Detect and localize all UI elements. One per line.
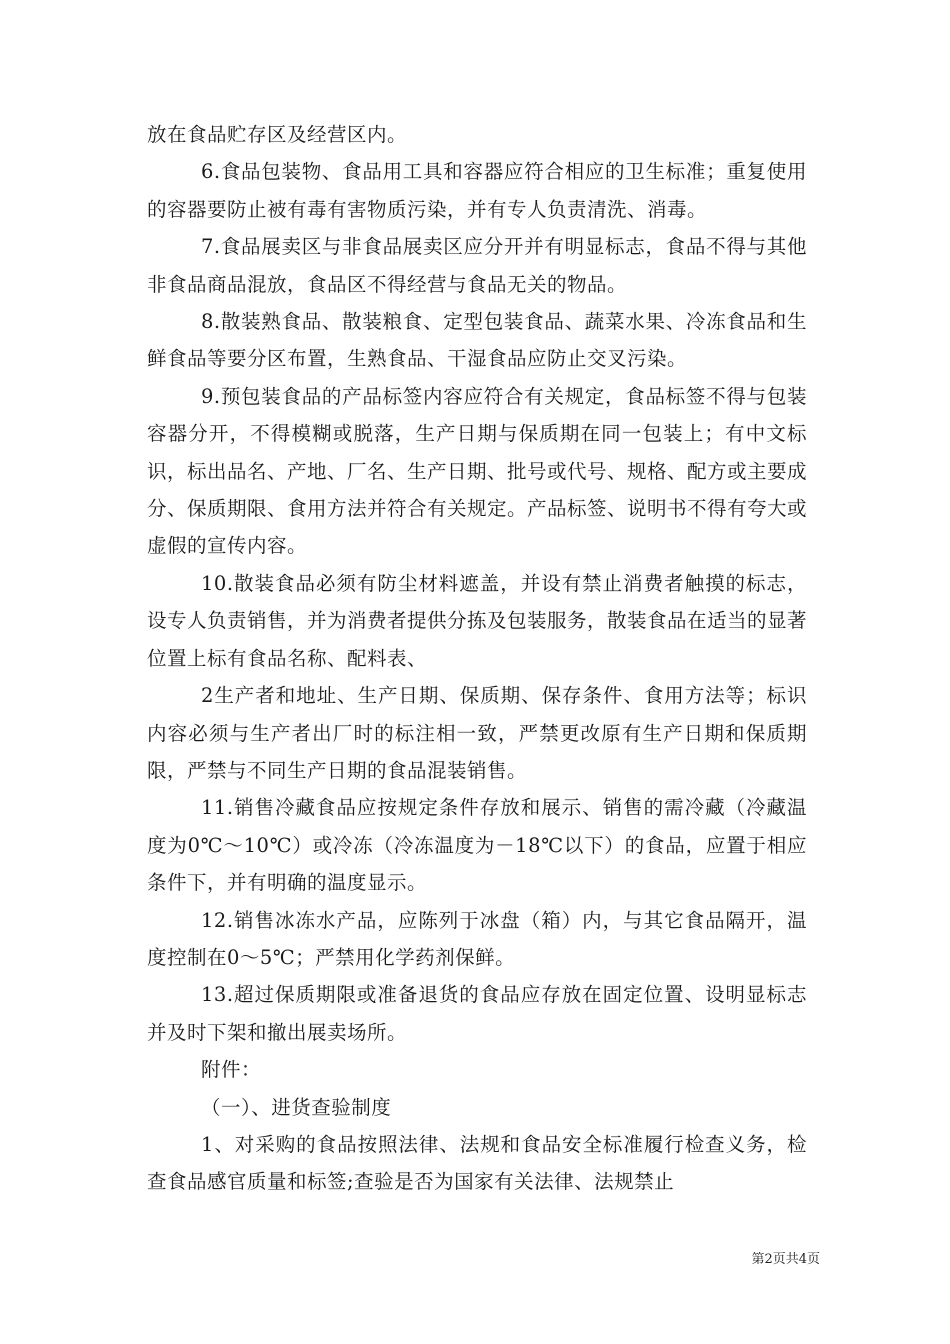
paragraph-item-6: 6.食品包装物、食品用工具和容器应符合相应的卫生标准；重复使用的容器要防止被有毒有害物质污染，并有专人负责清洗、消毒。: [147, 160, 807, 221]
paragraph-item-13: 13.超过保质期限或准备退货的食品应存放在固定位置、设明显标志并及时下架和撤出展卖场所。: [147, 983, 807, 1044]
paragraph-item-7: 7.食品展卖区与非食品展卖区应分开并有明显标志，食品不得与其他非食品商品混放，食品区不得经营与食品无关的物品。: [147, 235, 807, 296]
paragraph-item-12: 12.销售冰冻水产品，应陈列于冰盘（箱）内，与其它食品隔开，温度控制在0～5℃；严禁用化学药剂保鲜。: [147, 908, 807, 969]
paragraph-inspection-item-1: 1、对采购的食品按照法律、法规和食品安全标准履行检查义务，检查食品感官质量和标签;查验是否为国家有关法律、法规禁止: [147, 1132, 807, 1194]
paragraph-item-11: 11.销售冷藏食品应按规定条件存放和展示、销售的需冷藏（冷藏温度为0℃～10℃）或冷冻（冷冻温度为－18℃以下）的食品，应置于相应条件下，并有明确的温度显示。: [147, 796, 807, 895]
attachment-heading: 附件：: [201, 1058, 262, 1082]
paragraph-item-10-continued: 2生产者和地址、生产日期、保质期、保存条件、食用方法等；标识内容必须与生产者出厂时的标注相一致，严禁更改原有生产日期和保质期限，严禁与不同生产日期的食品混装销售。: [147, 684, 807, 782]
document-body: [147, 116, 807, 1201]
section-heading-purchase-inspection: （一）、进货查验制度: [201, 1095, 392, 1119]
paragraph-item-8: 8.散装熟食品、散装粮食、定型包装食品、蔬菜水果、冷冻食品和生鲜食品等要分区布置，生熟食品、干湿食品应防止交叉污染。: [147, 310, 807, 371]
page-number-footer: 第2页共4页: [751, 1252, 820, 1267]
paragraph-continuation: 放在食品贮存区及经营区内。: [147, 123, 408, 146]
paragraph-item-9: 9.预包装食品的产品标签内容应符合有关规定，食品标签不得与包装容器分开，不得模糊或脱落，生产日期与保质期在同一包装上；有中文标识，标出品名、产地、厂名、生产日期、批号或代号、规格、配方或主要成分、保质期限、食用方法并符合有关规定。产品标签、说明书不得有夸大或虚假的宣传内容。: [147, 384, 808, 558]
paragraph-item-10: 10.散装食品必须有防尘材料遮盖，并设有禁止消费者触摸的标志，设专人负责销售，并为消费者提供分拣及包装服务，散装食品在适当的显著位置上标有食品名称、配料表、: [147, 571, 808, 670]
